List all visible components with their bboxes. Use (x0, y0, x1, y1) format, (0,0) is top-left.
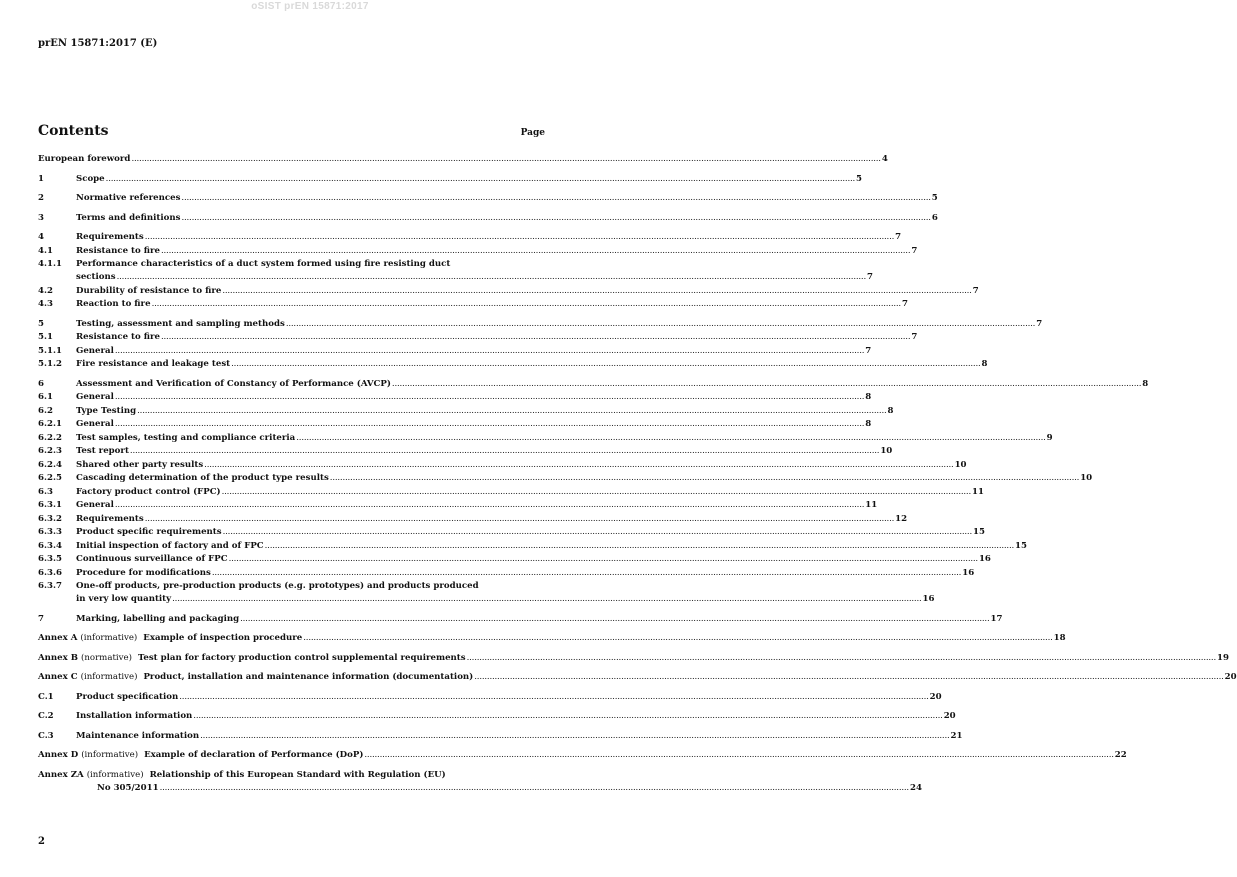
toc-entry-number: 1 (38, 173, 44, 184)
toc-entry-title: General (76, 419, 114, 429)
toc-page-number: 10 (880, 446, 893, 456)
toc-entry-number: 2 (38, 193, 44, 203)
toc-entry-number: C.3 (38, 730, 54, 741)
dot-leader: ........................................................................................................................................................................................................................................................................................................ (222, 285, 972, 296)
dot-leader: ........................................................................................................................................................................................................................................................................................................ (303, 633, 1053, 643)
toc-entry-title: Test samples, testing and compliance criteria (76, 432, 296, 443)
annex-title: Product, installation and maintenance information (documentation) (143, 672, 474, 682)
toc-entry-number: 5.1.2 (38, 359, 62, 369)
toc-entry-text (76, 192, 938, 206)
toc-entry-text (76, 405, 894, 419)
toc-entry-text (76, 540, 1027, 554)
toc-entry[interactable] (38, 173, 863, 187)
toc-page-number: 7 (866, 272, 873, 282)
annex-label: Annex ZA (38, 769, 84, 780)
table-of-contents (38, 153, 1237, 795)
toc-entry-title: Requirements (76, 513, 144, 524)
toc-entry-title: Assessment and Verification of Constancy of Performance (AVCP) (76, 378, 391, 389)
toc-page-number: 16 (922, 594, 935, 604)
toc-entry-text (76, 231, 902, 245)
toc-entry-continuation[interactable] (38, 782, 922, 796)
toc-entry-title: Resistance to fire (76, 245, 160, 256)
toc-page-number: 5 (931, 193, 938, 203)
toc-entry[interactable] (38, 405, 894, 419)
dot-leader: ........................................................................................................................................................................................................................................................................................................ (204, 459, 954, 470)
dot-leader: ........................................................................................................................................................................................................................................................................................................ (364, 750, 1114, 760)
toc-page-number: 16 (978, 554, 991, 564)
toc-page-number: 8 (1142, 378, 1149, 389)
toc-entry-text (76, 298, 908, 312)
toc-entry-text (38, 671, 1237, 685)
dot-leader: ........................................................................................................................................................................................................................................................................................................ (129, 446, 880, 456)
annex-title: Example of inspection procedure (143, 633, 303, 643)
toc-entry[interactable] (38, 192, 938, 206)
toc-page-number: 8 (865, 419, 872, 429)
toc-entry[interactable] (38, 318, 1043, 332)
toc-entry-text (76, 730, 963, 744)
dot-leader: ........................................................................................................................................................................................................................................................................................................ (285, 318, 1036, 329)
toc-entry[interactable] (38, 691, 942, 705)
contents-heading: Contents (38, 123, 109, 139)
dot-leader: ........................................................................................................................................................................................................................................................................................................ (116, 272, 866, 282)
annex-type: (informative) (86, 769, 144, 780)
toc-page-number: 11 (865, 500, 878, 510)
toc-entry[interactable] (38, 486, 984, 500)
toc-entry-title (38, 749, 363, 763)
toc-entry-text (76, 285, 979, 299)
dot-leader: ........................................................................................................................................................................................................................................................................................................ (200, 730, 950, 741)
toc-entry[interactable] (38, 459, 967, 473)
toc-entry-number: 5 (38, 318, 44, 329)
toc-entry-title: in very low quantity (76, 594, 172, 604)
toc-entry-title: Cascading determination of the product type results (76, 473, 329, 483)
dot-leader: ........................................................................................................................................................................................................................................................................................................ (114, 392, 865, 402)
toc-entry[interactable] (38, 540, 1027, 554)
dot-leader: ........................................................................................................................................................................................................................................................................................................ (137, 405, 887, 416)
toc-entry-number: 6.2.3 (38, 446, 62, 456)
toc-entry-text (76, 567, 975, 581)
toc-entry-number: 4.1 (38, 245, 53, 256)
toc-entry[interactable] (38, 391, 872, 405)
dot-leader: ........................................................................................................................................................................................................................................................................................................ (211, 567, 962, 578)
toc-entry-text (76, 580, 546, 594)
toc-page-number: 8 (865, 392, 872, 402)
toc-page-number: 10 (954, 459, 967, 470)
dot-leader: ........................................................................................................................................................................................................................................................................................................ (172, 594, 922, 604)
toc-entry-number: 6.2.5 (38, 473, 62, 483)
toc-entry-title: Resistance to fire (76, 332, 160, 342)
dot-leader: ........................................................................................................................................................................................................................................................................................................ (114, 500, 865, 510)
toc-page-number: 20 (943, 711, 956, 721)
toc-entry[interactable] (38, 710, 956, 724)
toc-entry-title: No 305/2011 (97, 782, 159, 793)
toc-page-number: 24 (909, 782, 922, 793)
toc-entry-number: 6.2.1 (38, 419, 62, 429)
toc-entry[interactable] (38, 632, 1066, 646)
page-column-header: Page (520, 128, 545, 138)
toc-entry[interactable] (38, 153, 888, 167)
dot-leader: ........................................................................................................................................................................................................................................................................................................ (114, 419, 865, 429)
toc-entry-continuation[interactable] (38, 593, 935, 607)
dot-leader: ........................................................................................................................................................................................................................................................................................................ (179, 691, 929, 702)
toc-entry[interactable] (38, 472, 1093, 486)
dot-leader: ........................................................................................................................................................................................................................................................................................................ (105, 173, 856, 184)
toc-page-number: 20 (1224, 672, 1237, 682)
toc-entry-number: 6.3.2 (38, 513, 62, 524)
toc-entry[interactable] (38, 652, 1229, 666)
toc-entry-number: 6.2 (38, 405, 53, 416)
dot-leader: ........................................................................................................................................................................................................................................................................................................ (240, 613, 990, 624)
toc-entry-title: Performance characteristics of a duct system formed using fire resisting duct (76, 259, 451, 269)
toc-entry[interactable] (38, 769, 546, 782)
toc-entry[interactable] (38, 358, 988, 372)
toc-entry-text (76, 526, 985, 540)
toc-entry-title: General (76, 392, 114, 402)
toc-entry-title: Initial inspection of factory and of FPC (76, 540, 264, 551)
dot-leader: ........................................................................................................................................................................................................................................................................................................ (391, 378, 1142, 389)
toc-entry[interactable] (38, 567, 975, 581)
toc-entry-title: Type Testing (76, 405, 137, 416)
toc-entry-number: 4.2 (38, 285, 53, 296)
annex-label: Annex C (38, 672, 78, 682)
dot-leader: ........................................................................................................................................................................................................................................................................................................ (329, 473, 1080, 483)
dot-leader: ........................................................................................................................................................................................................................................................................................................ (222, 527, 972, 537)
toc-entry-text (76, 513, 908, 527)
annex-label: Annex A (38, 633, 78, 643)
dot-leader: ........................................................................................................................................................................................................................................................................................................ (131, 154, 881, 164)
toc-entry-text (76, 258, 546, 272)
dot-leader: ........................................................................................................................................................................................................................................................................................................ (474, 672, 1224, 682)
toc-entry-title (38, 671, 473, 685)
toc-entry[interactable] (38, 526, 985, 540)
toc-page-number: 9 (1046, 432, 1053, 443)
toc-page-number: 17 (990, 613, 1003, 624)
toc-entry-title: Terms and definitions (76, 212, 181, 223)
toc-entry-text (38, 749, 1127, 763)
dot-leader: ........................................................................................................................................................................................................................................................................................................ (114, 345, 865, 356)
toc-entry-text (76, 593, 935, 607)
toc-entry-number: 6 (38, 378, 44, 389)
annex-title: Test plan for factory production control supplemental requirements (137, 652, 466, 663)
toc-page-number: 15 (1015, 540, 1027, 551)
toc-page-number: 8 (981, 359, 988, 369)
toc-entry-title: Procedure for modifications (76, 567, 211, 578)
toc-entry-text (76, 245, 918, 259)
toc-entry[interactable] (38, 730, 963, 744)
toc-entry[interactable] (38, 331, 918, 345)
toc-page-number: 7 (1036, 318, 1043, 329)
dot-leader: ........................................................................................................................................................................................................................................................................................................ (160, 245, 911, 256)
dot-leader: ........................................................................................................................................................................................................................................................................................................ (296, 432, 1046, 443)
annex-type: (informative) (80, 633, 138, 643)
toc-entry[interactable] (38, 378, 1149, 392)
toc-entry-number: C.1 (38, 691, 54, 702)
dot-leader: ........................................................................................................................................................................................................................................................................................................ (193, 711, 943, 721)
toc-entry[interactable] (38, 613, 1003, 627)
toc-entry-number: 4.1.1 (38, 259, 62, 269)
toc-page-number: 15 (972, 527, 985, 537)
toc-page-number: 11 (972, 486, 984, 497)
toc-entry-number: 4.3 (38, 299, 53, 309)
document-id: prEN 15871:2017 (E) (38, 38, 158, 49)
dot-leader: ........................................................................................................................................................................................................................................................................................................ (144, 232, 895, 242)
toc-entry-text (76, 345, 872, 359)
toc-entry[interactable] (38, 231, 902, 245)
annex-label: Annex B (38, 652, 79, 663)
dot-leader: ........................................................................................................................................................................................................................................................................................................ (264, 540, 1015, 551)
toc-entry[interactable] (38, 212, 938, 226)
toc-entry-text (76, 710, 956, 724)
toc-entry-number: 6.3.1 (38, 500, 62, 510)
toc-entry-text (38, 632, 1066, 646)
toc-entry-text (76, 331, 918, 345)
toc-entry-title: Shared other party results (76, 459, 204, 470)
toc-entry-title: Test report (76, 446, 129, 456)
toc-entry-text (76, 358, 988, 372)
toc-entry-number: 6.2.2 (38, 432, 62, 443)
toc-entry-text (76, 378, 1149, 392)
toc-entry-number: 3 (38, 212, 44, 223)
toc-entry-text (76, 445, 893, 459)
toc-entry-text (76, 212, 938, 226)
dot-leader: ........................................................................................................................................................................................................................................................................................................ (159, 782, 909, 793)
toc-entry[interactable] (38, 749, 1127, 763)
toc-page-number: 21 (950, 730, 963, 741)
toc-page-number: 6 (931, 212, 938, 223)
toc-entry-title: General (76, 345, 114, 356)
toc-entry-title: Testing, assessment and sampling methods (76, 318, 285, 329)
toc-entry-title: sections (76, 272, 116, 282)
toc-entry-text (76, 613, 1003, 627)
toc-entry[interactable] (38, 298, 908, 312)
toc-entry-text (76, 472, 1093, 486)
toc-entry-number: C.2 (38, 711, 54, 721)
annex-title: Example of declaration of Performance (DoP) (144, 750, 364, 760)
toc-entry-number: 6.3 (38, 486, 53, 497)
toc-entry[interactable] (38, 285, 979, 299)
toc-page-number: 4 (881, 154, 888, 164)
toc-entry-title: Fire resistance and leakage test (76, 359, 231, 369)
dot-leader: ........................................................................................................................................................................................................................................................................................................ (151, 299, 901, 309)
toc-entry-text (76, 318, 1043, 332)
dot-leader: ........................................................................................................................................................................................................................................................................................................ (466, 652, 1216, 663)
toc-page-number: 16 (962, 567, 975, 578)
toc-entry[interactable] (38, 345, 872, 359)
toc-page-number: 8 (887, 405, 894, 416)
toc-page-number: 7 (865, 345, 872, 356)
dot-leader: ........................................................................................................................................................................................................................................................................................................ (181, 193, 931, 203)
toc-entry-text (76, 691, 942, 705)
toc-entry-text (97, 782, 922, 796)
toc-entry-title (38, 652, 466, 666)
dot-leader: ........................................................................................................................................................................................................................................................................................................ (228, 554, 978, 564)
toc-entry-text (38, 769, 546, 783)
watermark: oSIST prEN 15871:2017 (251, 1, 369, 12)
toc-entry-number: 6.3.6 (38, 567, 62, 578)
dot-leader: ........................................................................................................................................................................................................................................................................................................ (221, 486, 971, 497)
toc-entry-number: 6.3.7 (38, 581, 62, 591)
toc-entry-text (76, 271, 873, 285)
toc-entry-number: 6.3.3 (38, 527, 62, 537)
toc-entry-text (76, 553, 991, 567)
page-number: 2 (38, 836, 45, 847)
dot-leader: ........................................................................................................................................................................................................................................................................................................ (144, 513, 895, 524)
toc-entry-title (38, 632, 302, 646)
toc-entry-number: 7 (38, 613, 44, 624)
toc-entry[interactable] (38, 499, 878, 513)
toc-entry-text (76, 486, 984, 500)
toc-page-number: 7 (911, 245, 918, 256)
toc-entry-text (38, 652, 1229, 666)
toc-entry-title: Product specific requirements (76, 527, 222, 537)
toc-entry-text (76, 391, 872, 405)
annex-type: (informative) (81, 750, 139, 760)
toc-entry-title: Product specification (76, 691, 179, 702)
toc-entry-title: Marking, labelling and packaging (76, 613, 240, 624)
toc-entry-text (76, 499, 878, 513)
toc-page-number: 5 (856, 173, 863, 184)
annex-type: (normative) (81, 652, 132, 663)
toc-page-number: 12 (895, 513, 908, 524)
toc-entry-title: Factory product control (FPC) (76, 486, 221, 497)
toc-entry[interactable] (38, 445, 893, 459)
toc-entry-text (76, 173, 863, 187)
annex-label: Annex D (38, 750, 79, 760)
toc-entry-number: 6.2.4 (38, 459, 62, 470)
toc-entry[interactable] (38, 418, 872, 432)
dot-leader: ........................................................................................................................................................................................................................................................................................................ (231, 359, 981, 369)
dot-leader: ........................................................................................................................................................................................................................................................................................................ (181, 212, 931, 223)
toc-entry[interactable] (38, 432, 1053, 446)
toc-entry-title: Durability of resistance to fire (76, 285, 222, 296)
toc-page-number: 19 (1216, 652, 1229, 663)
toc-entry-title: Continuous surveillance of FPC (76, 554, 228, 564)
annex-type: (informative) (80, 672, 138, 682)
toc-entry-text (76, 418, 872, 432)
toc-entry[interactable] (38, 553, 991, 567)
toc-entry-text (76, 432, 1053, 446)
toc-entry-title: European foreword (38, 154, 131, 164)
toc-entry-title: Relationship of this European Standard with Regulation (EU) (149, 769, 446, 780)
toc-page-number: 20 (929, 691, 942, 702)
toc-entry-text (38, 153, 888, 167)
toc-entry-title: Installation information (76, 711, 193, 721)
toc-entry-continuation[interactable] (38, 271, 873, 285)
toc-entry-title: Maintenance information (76, 730, 200, 741)
toc-entry-title: Requirements (76, 232, 144, 242)
toc-entry[interactable] (38, 580, 546, 593)
toc-entry[interactable] (38, 258, 546, 271)
toc-entry-number: 6.3.4 (38, 540, 62, 551)
toc-entry-title: General (76, 500, 114, 510)
toc-page-number: 10 (1080, 473, 1093, 483)
toc-entry[interactable] (38, 513, 908, 527)
toc-entry-title: Reaction to fire (76, 299, 151, 309)
toc-page-number: 7 (895, 232, 902, 242)
toc-page-number: 7 (911, 332, 918, 342)
toc-entry[interactable] (38, 671, 1237, 685)
toc-page-number: 18 (1053, 633, 1066, 643)
toc-page-number: 7 (972, 285, 979, 296)
toc-entry-number: 5.1 (38, 332, 53, 342)
dot-leader: ........................................................................................................................................................................................................................................................................................................ (160, 332, 911, 342)
toc-entry-title: Scope (76, 173, 105, 184)
toc-entry-number: 4 (38, 232, 44, 242)
toc-entry-title: Normative references (76, 193, 181, 203)
toc-page-number: 7 (901, 299, 908, 309)
toc-entry-number: 5.1.1 (38, 345, 62, 356)
toc-entry-text (76, 459, 967, 473)
toc-entry-title: One-off products, pre-production products (e.g. prototypes) and products produced (76, 581, 479, 591)
toc-entry[interactable] (38, 245, 918, 259)
toc-page-number: 22 (1114, 750, 1127, 760)
toc-entry-number: 6.1 (38, 392, 53, 402)
toc-entry-number: 6.3.5 (38, 554, 62, 564)
